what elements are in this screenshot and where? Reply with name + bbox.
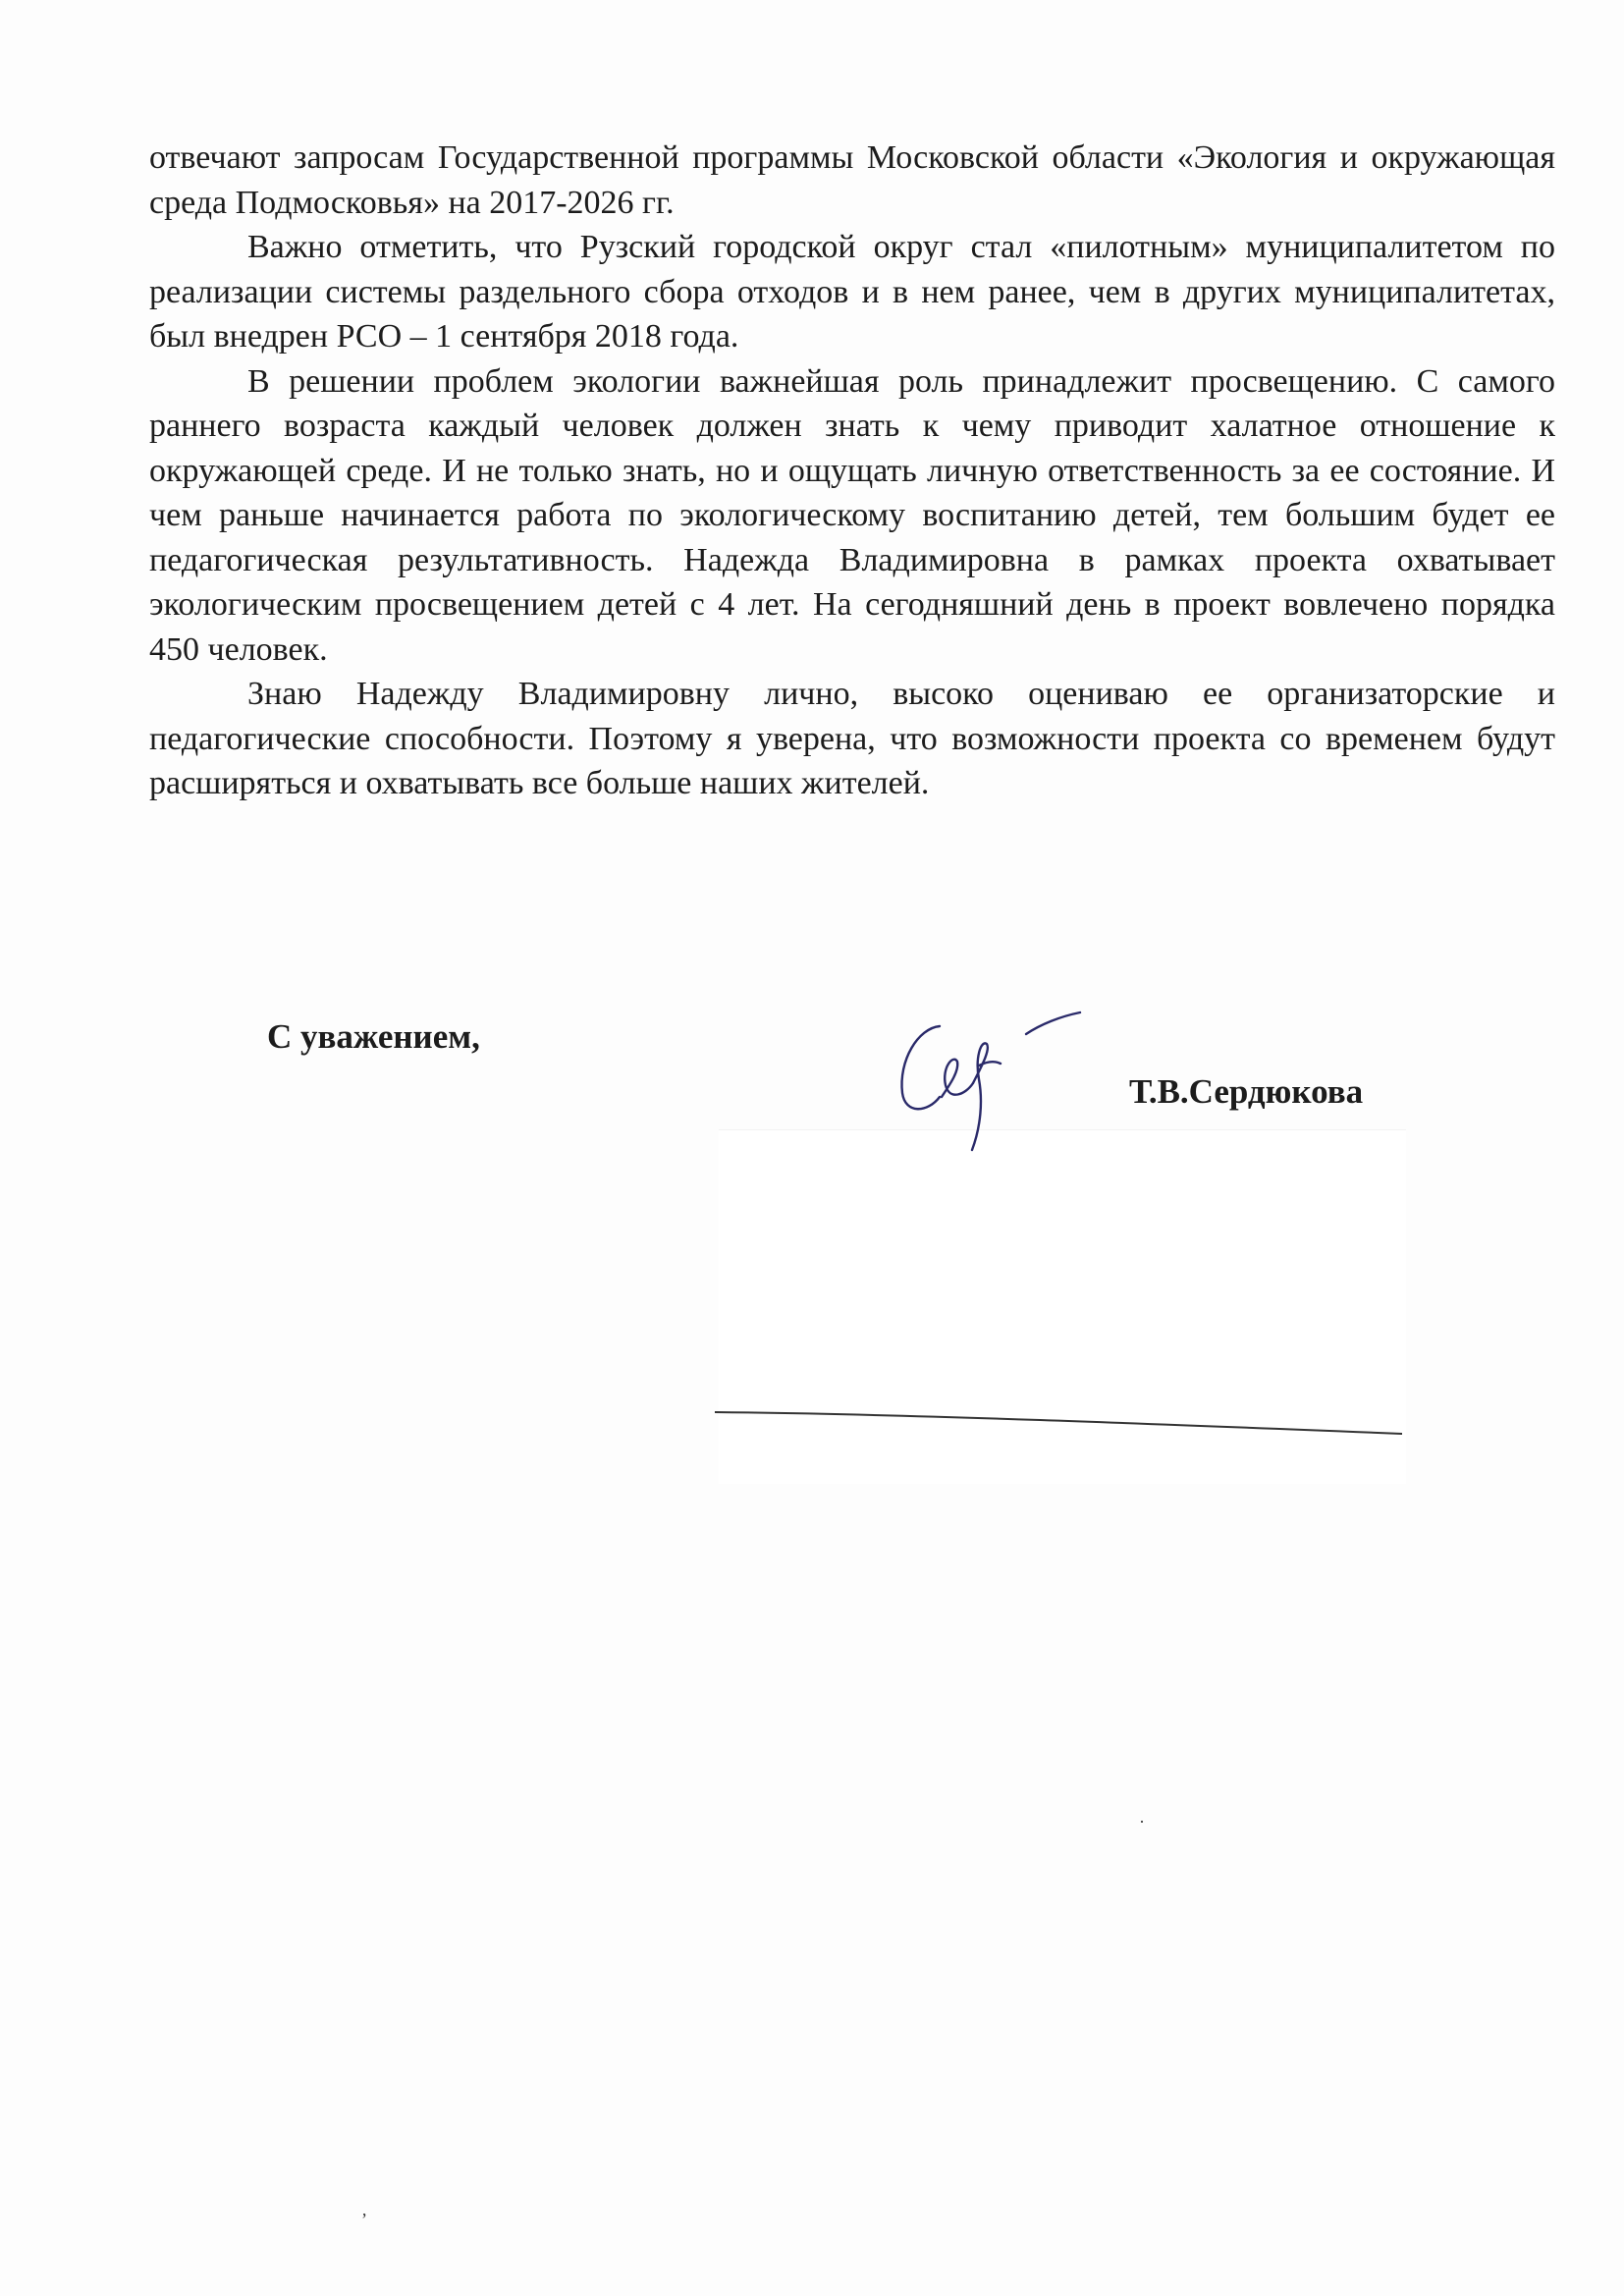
handwritten-signature [879, 1007, 1105, 1164]
paragraph-1: отвечают запросам Государственной программы Московской области «Экология и окружающая среда Подмосковья» на 2017-2026 гг. [149, 139, 1555, 221]
paragraph-2: Важно отметить, что Рузский городской округ стал «пилотным» муниципалитетом по реализации системы раздельного сбора отходов и в нем ранее, чем в других муниципалитетах, был внедрен РСО – 1 сентября 2018 года. [149, 229, 1555, 355]
signatory-name: Т.В.Сердюкова [1129, 1072, 1364, 1111]
closing-salutation: С уважением, [267, 1017, 480, 1056]
paragraph-3: В решении проблем экологии важнейшая роль принадлежит просвещению. С самого раннего возраста каждый человек должен знать к чему приводит халатное отношение к окружающей среде. И не только знать, но и ощущать личную ответственность за ее состояние. И чем раньше начинается работа по экологическому воспитанию детей, тем большим будет ее педагогическая результативность. Надежда Владимировна в рамках проекта охватывает экологическим просвещением детей с 4 лет. На сегодняшний день в проект вовлечено порядка 450 человек. [149, 362, 1555, 668]
scan-speck: · [1139, 1812, 1145, 1831]
scan-speck: ʼ [361, 2210, 367, 2229]
letter-body [149, 136, 1555, 806]
stamp-underline [715, 1402, 1402, 1442]
paragraph-4: Знаю Надежду Владимировну лично, высоко оцениваю ее организаторские и педагогические способности. Поэтому я уверена, что возможности проекта со временем будут расширяться и охватывать все больше наших жителей. [149, 676, 1555, 801]
